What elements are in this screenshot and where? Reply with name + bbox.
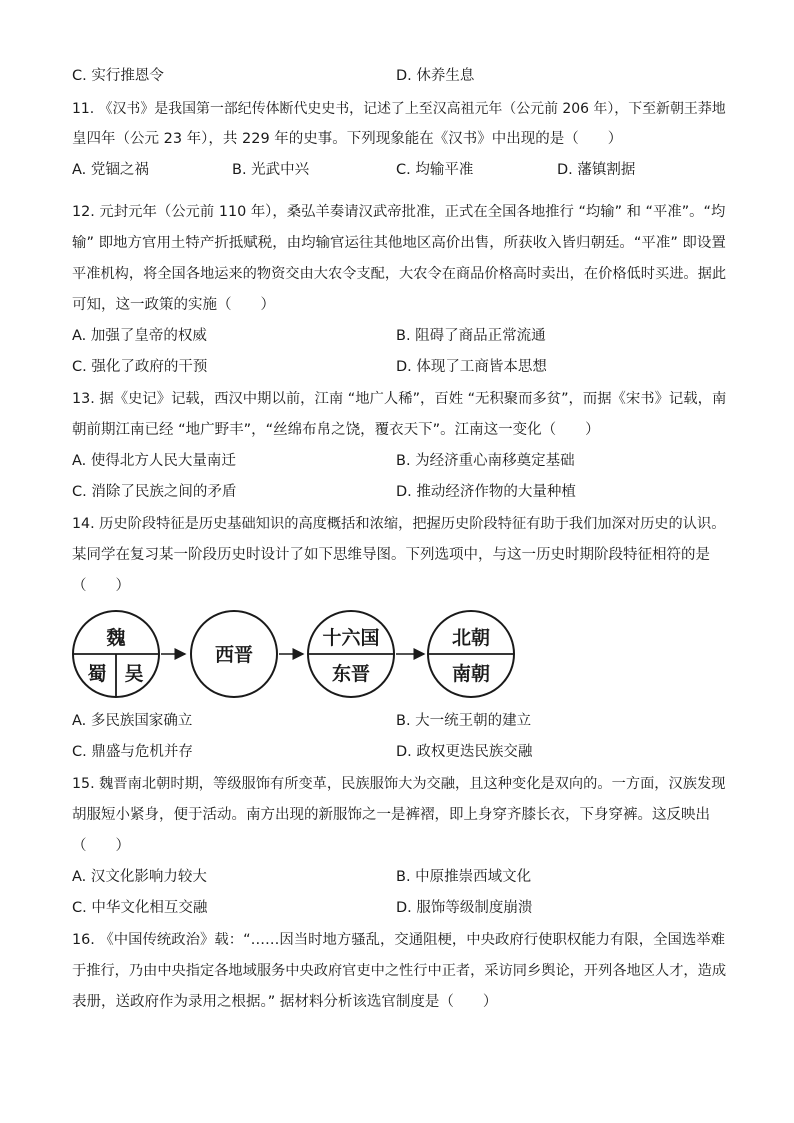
dynasty-mind-map bbox=[72, 606, 522, 702]
label-sixteen-kingdoms: 十六国 bbox=[322, 627, 380, 649]
q11-stem-line-2: 皇四年（公元 23 年），共 229 年的史事。下列现象能在《汉书》中出现的是（ ） bbox=[72, 131, 623, 147]
option-d: D. 休养生息 bbox=[396, 68, 475, 84]
q14-stem-line-3: （ ） bbox=[72, 578, 130, 594]
label-beichao: 北朝 bbox=[451, 627, 491, 649]
q13-option-a: A. 使得北方人民大量南迁 bbox=[72, 453, 236, 469]
label-dongjin: 东晋 bbox=[331, 663, 371, 685]
q13-option-d: D. 推动经济作物的大量种植 bbox=[396, 484, 576, 500]
q11-stem-line-1: 11. 《汉书》是我国第一部纪传体断代史史书，记述了上至汉高祖元年（公元前 206 年），下至新朝王莽地 bbox=[72, 101, 726, 117]
q14-option-d: D. 政权更迭民族交融 bbox=[396, 744, 533, 760]
q15-option-c: C. 中华文化相互交融 bbox=[72, 900, 208, 916]
q16-stem-line-2: 于推行，乃由中央指定各地域服务中央政府官吏中之性行中正者，采访同乡舆论，开列各地区人才，造成 bbox=[72, 963, 727, 979]
q14-option-a: A. 多民族国家确立 bbox=[72, 713, 193, 729]
q13-stem-line-1: 13. 据《史记》记载，西汉中期以前，江南 “地广人稀”，百姓 “无积聚而多贫”，而据《宋书》记载，南 bbox=[72, 391, 727, 407]
q12-option-c: C. 强化了政府的干预 bbox=[72, 359, 208, 375]
q15-option-a: A. 汉文化影响力较大 bbox=[72, 869, 207, 885]
q12-stem-line-1: 12. 元封元年（公元前 110 年），桑弘羊奏请汉武帝批准，正式在全国各地推行 “均输” 和 “平准”。“均 bbox=[72, 204, 726, 220]
q15-stem-line-3: （ ） bbox=[72, 838, 130, 854]
label-nanchao: 南朝 bbox=[451, 663, 491, 685]
q13-option-b: B. 为经济重心南移奠定基础 bbox=[396, 453, 575, 469]
q15-option-d: D. 服饰等级制度崩溃 bbox=[396, 900, 533, 916]
option-c: C. 实行推恩令 bbox=[72, 68, 164, 84]
q11-option-d: D. 藩镇割据 bbox=[557, 162, 636, 178]
circle-north-south-dynasties bbox=[428, 611, 514, 697]
q14-option-b: B. 大一统王朝的建立 bbox=[396, 713, 532, 729]
q11-option-c: C. 均输平准 bbox=[396, 162, 474, 178]
q12-stem-line-2: 输” 即地方官用土特产折抵赋税，由均输官运往其他地区高价出售，所获收入皆归朝廷。“平准” 即设置 bbox=[72, 235, 726, 251]
q13-stem-line-2: 朝前期江南已经 “地广野丰”，“丝绵布帛之饶，覆衣天下”。江南这一变化（ ） bbox=[72, 422, 600, 438]
q16-stem-line-1: 16. 《中国传统政治》载：“……因当时地方骚乱，交通阻梗，中央政府行使职权能力有限，全国选举难 bbox=[72, 932, 726, 948]
label-xijin: 西晋 bbox=[214, 644, 254, 666]
q15-option-b: B. 中原推崇西域文化 bbox=[396, 869, 532, 885]
q15-stem-line-2: 胡服短小紧身，便于活动。南方出现的新服饰之一是裤褶，即上身穿齐膝长衣，下身穿裤。这反映出 bbox=[72, 807, 710, 823]
q12-stem-line-4: 可知，这一政策的实施（ ） bbox=[72, 297, 275, 313]
circle-xijin bbox=[191, 611, 277, 697]
q16-stem-line-3: 表册，送政府作为录用之根据。” 据材料分析该选官制度是（ ） bbox=[72, 994, 498, 1010]
circle-sixteen-kingdoms-dongjin bbox=[308, 611, 394, 697]
q14-stem-line-2: 某同学在复习某一阶段历史时设计了如下思维导图。下列选项中，与这一历史时期阶段特征相符的是 bbox=[72, 547, 710, 563]
q14-stem-line-1: 14. 历史阶段特征是历史基础知识的高度概括和浓缩，把握历史阶段特征有助于我们加深对历史的认识。 bbox=[72, 516, 726, 532]
q12-stem-line-3: 平准机构，将全国各地运来的物资交由大农令支配，大农令在商品价格高时卖出，在价格低时买进。据此 bbox=[72, 266, 727, 282]
label-shu: 蜀 bbox=[87, 663, 107, 685]
q14-option-c: C. 鼎盛与危机并存 bbox=[72, 744, 193, 760]
q11-option-b: B. 光武中兴 bbox=[232, 162, 310, 178]
label-wei: 魏 bbox=[106, 627, 126, 649]
q12-option-b: B. 阻碍了商品正常流通 bbox=[396, 328, 546, 344]
circle-wei-shu-wu bbox=[73, 611, 159, 697]
q13-option-c: C. 消除了民族之间的矛盾 bbox=[72, 484, 237, 500]
q15-stem-line-1: 15. 魏晋南北朝时期，等级服饰有所变革，民族服饰大为交融，且这种变化是双向的。一方面，汉族发现 bbox=[72, 776, 726, 792]
label-wu: 吴 bbox=[124, 663, 144, 685]
q11-option-a: A. 党锢之祸 bbox=[72, 162, 149, 178]
q12-option-d: D. 体现了工商皆本思想 bbox=[396, 359, 547, 375]
q12-option-a: A. 加强了皇帝的权威 bbox=[72, 328, 207, 344]
